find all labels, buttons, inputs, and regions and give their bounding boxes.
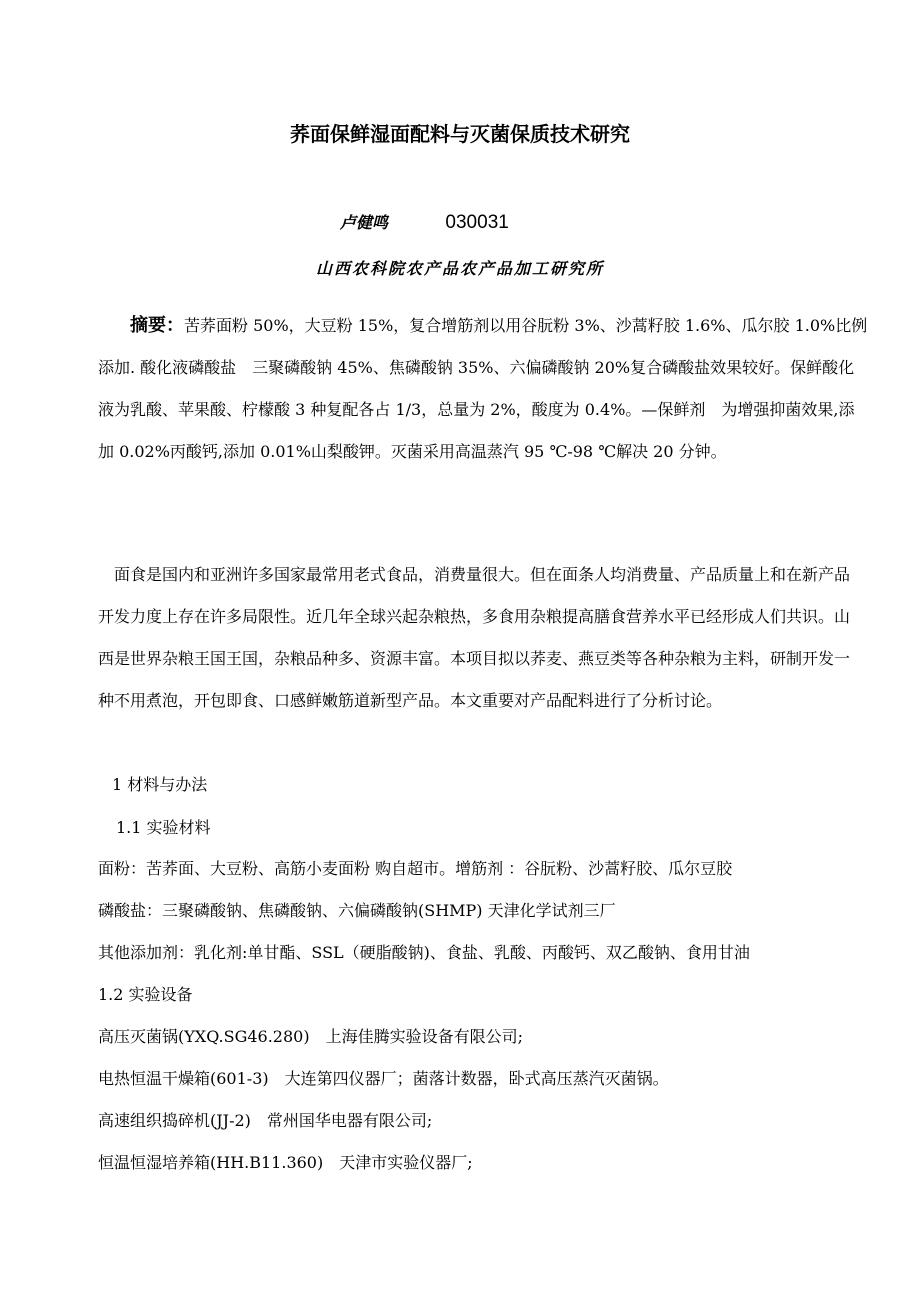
intro-paragraph [98,554,858,722]
equipment-line-1: 高压灭菌锅(YXQ.SG46.280) 上海佳腾实验设备有限公司; [98,1027,523,1046]
materials-line-1: 面粉：苦荞面、大豆粉、高筋小麦面粉 购自超市。增筋剂 ：谷朊粉、沙蒿籽胶、瓜尔豆胶 [98,859,733,878]
author-line [340,210,509,234]
abstract-label: 摘要： [130,315,184,336]
author-id: 030031 [445,212,509,233]
section-heading-1: 1 材料与办法 [112,775,208,794]
affiliation: 山西农科院农产品农产品加工研究所 [315,259,604,278]
section-heading-1-2: 1.2 实验设备 [98,985,193,1004]
materials-line-3: 其他添加剂：乳化剂:单甘酯、SSL（硬脂酸钠)、食盐、乳酸、丙酸钙、双乙酸钠、食用甘油 [98,943,750,962]
equipment-line-4: 恒温恒湿培养箱(HH.B11.360) 天津市实验仪器厂; [98,1153,473,1172]
equipment-line-2: 电热恒温干燥箱(601-3) 大连第四仪器厂；菌落计数器，卧式高压蒸汽灭菌锅。 [98,1069,669,1088]
author-name: 卢健鸣 [340,213,389,232]
materials-line-2: 磷酸盐：三聚磷酸钠、焦磷酸钠、六偏磷酸钠(SHMP) 天津化学试剂三厂 [98,901,616,920]
document-title: 荞面保鲜湿面配料与灭菌保质技术研究 [290,122,630,146]
section-heading-1-1: 1.1 实验材料 [116,818,211,837]
abstract-text: 苦荞面粉 50%，大豆粉 15%，复合增筋剂以用谷朊粉 3%、沙蒿籽胶 1.6%、瓜尔胶 1.0%比例添加. 酸化液磷酸盐 三聚磷酸钠 45%、焦磷酸钠 35%、六偏磷酸钠 20%复合磷酸盐效果较好。保鲜酸化液为乳酸、苹果酸、柠檬酸 3 种复配各占 1/3，总量为 2%，酸度为 0.4%。—保鲜剂 为增强抑菌效果,添加 0.02%丙酸钙,添加 0.01%山梨酸钾。灭菌采用高温蒸汽 95 ℃-98 ℃解决 20 分钟。 [98,316,868,461]
equipment-line-3: 高速组织捣碎机(JJ-2) 常州国华电器有限公司; [98,1111,433,1130]
intro-text: 面食是国内和亚洲许多国家最常用老式食品，消费量很大。但在面条人均消费量、产品质量上和在新产品开发力度上存在许多局限性。近几年全球兴起杂粮热，多食用杂粮提高膳食营养水平已经形成人们共识。山西是世界杂粮王国王国，杂粮品种多、资源丰富。本项目拟以荞麦、燕豆类等各种杂粮为主料，研制开发一种不用煮泡，开包即食、口感鲜嫩筋道新型产品。本文重要对产品配料进行了分析讨论。 [98,565,851,710]
abstract [98,305,868,473]
